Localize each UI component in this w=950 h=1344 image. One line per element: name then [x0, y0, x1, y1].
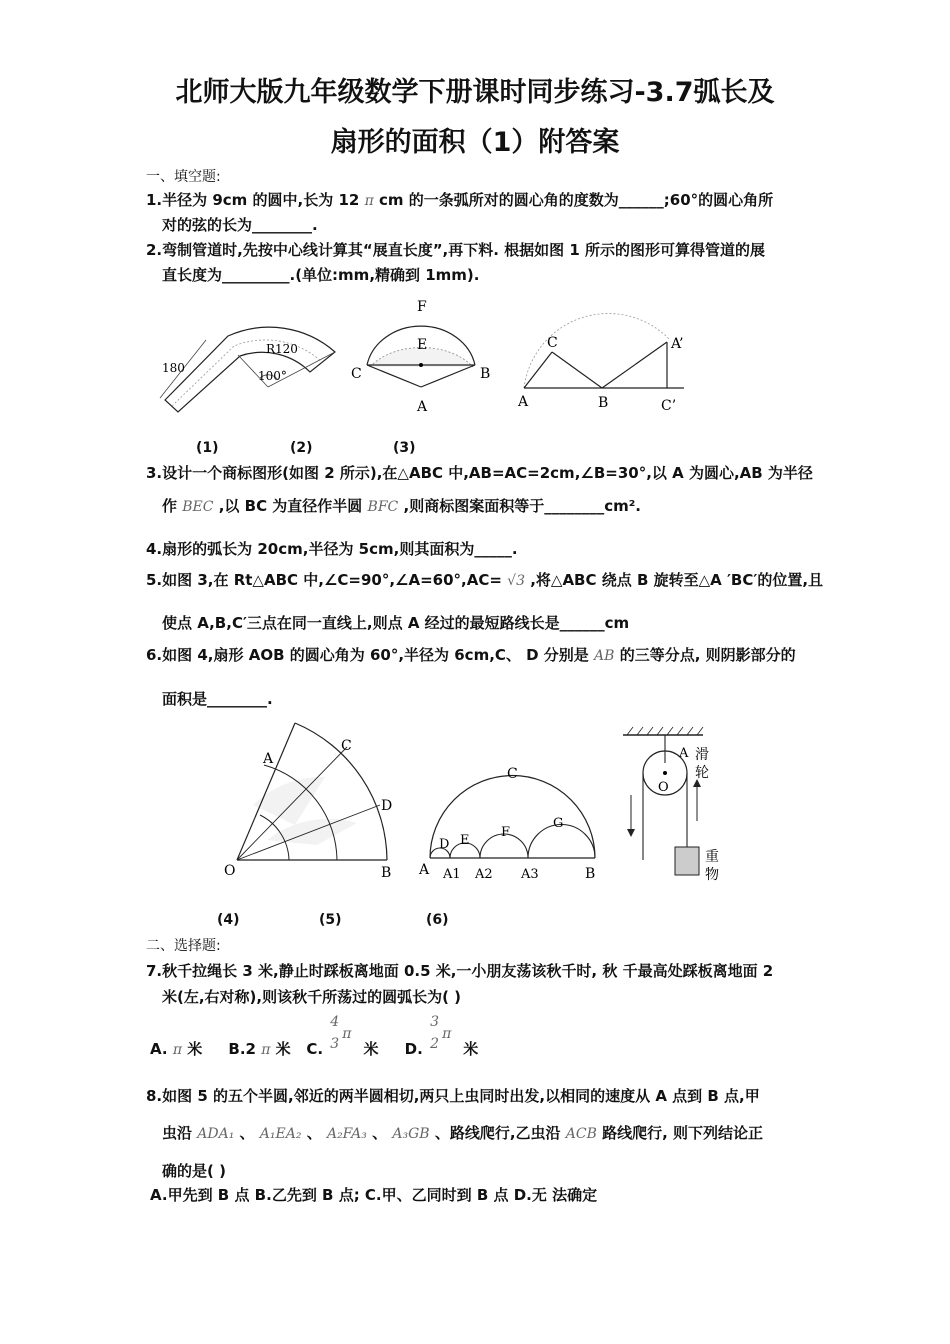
figure-4-sector [215, 715, 405, 885]
fig5-label-A3: A3 [521, 867, 539, 882]
figure-3-rotation [510, 300, 690, 420]
fig2-label-F: F [417, 299, 427, 315]
option-a[interactable]: A. [150, 1040, 168, 1058]
page-title-line1: 北师大版九年级数学下册课时同步练习-3.7弧长及 [175, 77, 775, 108]
caption-3: (3) [393, 440, 416, 456]
fig3-label-A-prime: A’ [671, 336, 684, 352]
option-c[interactable]: C. [306, 1040, 324, 1058]
option-b[interactable]: B.2 [228, 1040, 256, 1058]
caption-4: (4) [217, 912, 240, 928]
fig6-label-weight-2: 物 [705, 867, 719, 883]
figure-1-pipe [150, 300, 350, 425]
arc-ACB: ACB [565, 1126, 597, 1142]
question-8-line1: 8.如图 5 的五个半圆,邻近的两半圆相切,两只上虫同时出发,以相同的速度从 A 点到 B 点,甲 [146, 1087, 760, 1105]
fig5-label-A2: A2 [475, 867, 493, 882]
question-7-line2: 米(左,右对称),则该秋千所荡过的圆弧长为( ) [162, 988, 462, 1006]
caption-5: (5) [319, 912, 342, 928]
fig1-label-r120: R120 [266, 342, 298, 356]
figure-2-logo [345, 295, 495, 420]
fig2-label-E: E [417, 337, 428, 353]
fig6-label-pulley-1: 滑 [695, 747, 709, 763]
fig3-label-A: A [518, 394, 529, 410]
question-5-line2: 使点 A,B,C′三点在同一直线上,则点 A 经过的最短路线长是______cm [162, 614, 630, 632]
question-8-line3: 确的是( ) [162, 1162, 226, 1180]
arc-A2FA3: A₂FA₃ [326, 1126, 367, 1142]
fig3-label-C: C [547, 335, 558, 351]
option-d[interactable]: D. [404, 1040, 423, 1058]
fig5-label-E: E [460, 833, 470, 848]
fig4-label-C: C [341, 738, 352, 754]
arc-ADA1: ADA₁ [197, 1126, 235, 1142]
fig1-label-180: 180 [162, 361, 185, 375]
caption-1: (1) [196, 440, 219, 456]
fig2-label-C: C [351, 366, 362, 382]
fig5-label-B: B [585, 866, 596, 882]
arc-A3GB: A₃GB [392, 1126, 430, 1142]
fig3-label-C-prime: C’ [661, 398, 677, 414]
fig4-label-A: A [263, 751, 274, 767]
figure-6-pulley [615, 725, 735, 885]
question-6-line1: 6.如图 4,扇形 AOB 的圆心角为 60°,半径为 6cm,C、 D 分别是 AB 的三等分点, 则阴影部分的 [146, 646, 796, 664]
sqrt-3: √3 [507, 573, 525, 589]
section-fill-blank: 一、填空题: [146, 169, 221, 185]
arc-BFC: BFC [367, 499, 399, 515]
question-8-options[interactable]: A.甲先到 B 点 B.乙先到 B 点; C.甲、乙同时到 B 点 D.无 法确定 [150, 1186, 598, 1204]
fig5-label-D: D [439, 837, 450, 852]
arc-BEC: BEC [182, 499, 214, 515]
fig5-label-C: C [507, 766, 518, 782]
pi-symbol: π [364, 193, 374, 209]
fig2-label-A: A [417, 399, 428, 415]
question-5-line1: 5.如图 3,在 Rt△ABC 中,∠C=90°,∠A=60°,AC= √3 ,将△ABC 绕点 B 旋转至△A ′BC′的位置,且 [146, 571, 824, 589]
fig5-label-A: A [419, 862, 430, 878]
question-1-line1: 1.半径为 9cm 的圆中,长为 12 π cm 的一条弧所对的圆心角的度数为______;60°的圆心角所 [146, 191, 774, 209]
figure-5-semicircles [415, 760, 605, 885]
caption-2: (2) [290, 440, 313, 456]
caption-6: (6) [426, 912, 449, 928]
section-multiple-choice: 二、选择题: [146, 938, 221, 954]
question-6-line2: 面积是________. [162, 690, 273, 708]
fig6-label-weight-1: 重 [705, 849, 719, 865]
question-3-line1: 3.设计一个商标图形(如图 2 所示),在△ABC 中,AB=AC=2cm,∠B=30°,以 A 为圆心,AB 为半径 [146, 464, 813, 482]
fig3-label-B: B [598, 395, 609, 411]
question-4: 4.扇形的弧长为 20cm,半径为 5cm,则其面积为_____. [146, 540, 518, 558]
question-7-line1: 7.秋千拉绳长 3 米,静止时踩板离地面 0.5 米,一小朋友荡该秋千时, 秋 千最高处踩板离地面 2 [146, 962, 774, 980]
fig6-label-pulley-2: 轮 [695, 765, 709, 781]
question-2-line1: 2.弯制管道时,先按中心线计算其“展直长度”,再下料. 根据如图 1 所示的图形可算得管道的展 [146, 241, 766, 259]
fig5-label-G: G [553, 816, 564, 831]
page-title-line2: 扇形的面积（1）附答案 [330, 127, 620, 158]
fig4-label-O: O [224, 863, 236, 879]
question-3-line2: 作 BEC ,以 BC 为直径作半圆 BFC ,则商标图案面积等于________cm². [162, 497, 641, 515]
fig4-label-B: B [381, 865, 392, 881]
question-1-line2: 对的弦的长为________. [162, 216, 318, 234]
fig6-label-A: A [679, 746, 689, 761]
question-2-line2: 直长度为_________.(单位:mm,精确到 1mm). [162, 266, 480, 284]
arc-A1EA2: A₁EA₂ [259, 1126, 302, 1142]
fig2-label-B: B [480, 366, 491, 382]
fig4-label-D: D [381, 798, 393, 814]
fig5-label-F: F [501, 825, 511, 840]
fig6-label-O: O [658, 780, 669, 795]
fig5-label-A1: A1 [443, 867, 461, 882]
question-8-line2: 虫沿 ADA₁ 、 A₁EA₂ 、 A₂FA₃ 、 A₃GB 、路线爬行,乙虫沿 ACB 路线爬行, 则下列结论正 [162, 1124, 764, 1142]
question-7-options: A. π 米 B.2 π 米 C. 4 3 π 米 D. 3 2 π 米 [150, 1014, 479, 1058]
fig1-label-100: 100° [258, 369, 287, 383]
arc-AB: AB [594, 648, 615, 664]
